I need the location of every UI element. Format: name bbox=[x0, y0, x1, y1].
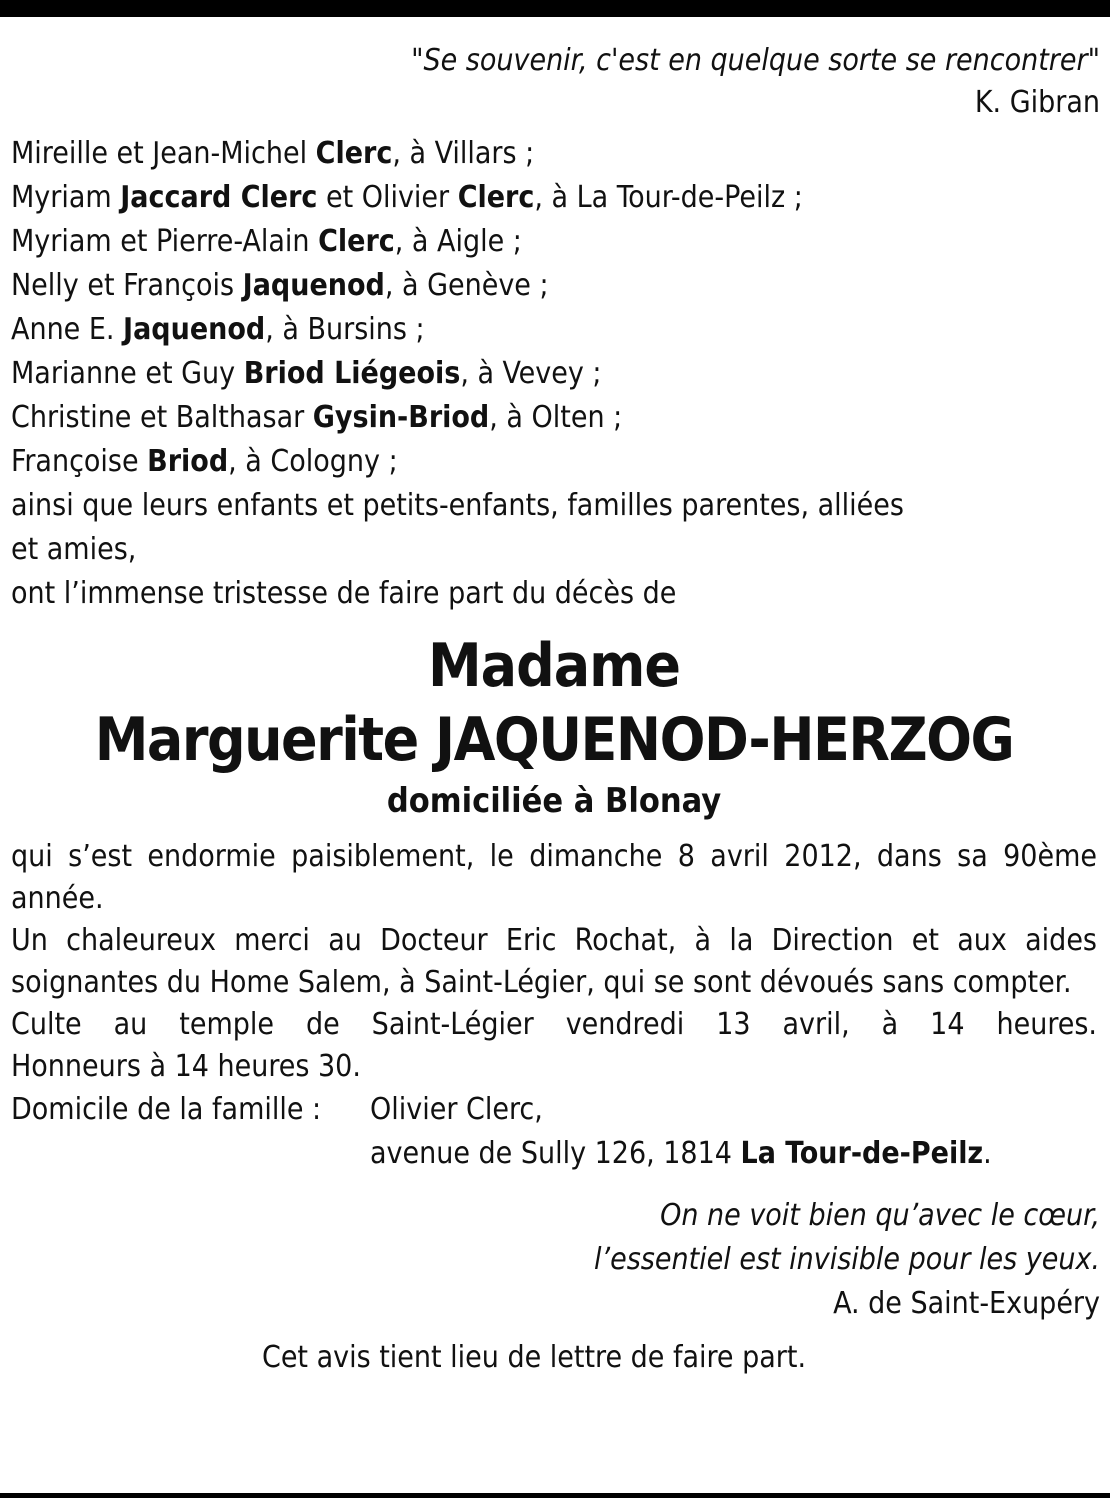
service-text: Culte au temple de Saint-Légier vendredi 13 avril, à 14 heures. bbox=[11, 1007, 1097, 1042]
address-label: Domicile de la famille : bbox=[11, 1092, 322, 1127]
deceased-name: Marguerite JAQUENOD-HERZOG bbox=[94, 705, 1014, 775]
honours-text: Honneurs à 14 heures 30. bbox=[11, 1049, 361, 1084]
family-line: Myriam et Pierre-Alain Clerc, à Aigle ; bbox=[11, 224, 522, 259]
deceased-title: Madame bbox=[427, 631, 681, 701]
family-surname: Jaquenod bbox=[123, 312, 266, 347]
family-surname: Clerc bbox=[318, 224, 395, 259]
top-rule bbox=[0, 0, 1110, 17]
closing-quote bbox=[11, 1194, 1100, 1326]
family-address bbox=[11, 1088, 1097, 1176]
family-line: Françoise Briod, à Cologny ; bbox=[11, 444, 398, 479]
closing-quote-author: A. de Saint-Exupéry bbox=[833, 1286, 1100, 1321]
notice-details bbox=[11, 836, 1097, 1176]
family-surname: Jaquenod bbox=[242, 268, 385, 303]
address-name: Olivier Clerc, bbox=[370, 1092, 543, 1127]
family-surname: Clerc bbox=[315, 136, 393, 171]
deceased-domicile: domiciliée à Blonay bbox=[386, 781, 722, 821]
address-street-line: avenue de Sully 126, 1814 La Tour-de-Peilz. bbox=[370, 1136, 992, 1171]
family-extended: ainsi que leurs enfants et petits-enfants, familles parentes, alliées bbox=[11, 488, 904, 523]
family-surname: Briod bbox=[147, 444, 229, 479]
epigraph-author: K. Gibran bbox=[974, 85, 1100, 120]
family-line: Marianne et Guy Briod Liégeois, à Vevey ; bbox=[11, 356, 602, 391]
epigraph-quote: "Se souvenir, c'est en quelque sorte se rencontrer" bbox=[411, 43, 1100, 78]
family-line: Anne E. Jaquenod, à Bursins ; bbox=[11, 312, 425, 347]
family-line: Nelly et François Jaquenod, à Genève ; bbox=[11, 268, 549, 303]
passing-text: qui s’est endormie paisiblement, le dimanche 8 avril 2012, dans sa 90ème année. bbox=[11, 839, 1097, 916]
family-list bbox=[11, 132, 1097, 616]
family-line: Mireille et Jean-Michel Clerc, à Villars ; bbox=[11, 136, 535, 171]
announcement: ont l’immense tristesse de faire part du décès de bbox=[11, 576, 677, 611]
family-line: Christine et Balthasar Gysin-Briod, à Olten ; bbox=[11, 400, 623, 435]
family-line: Myriam Jaccard Clerc et Olivier Clerc, à La Tour-de-Peilz ; bbox=[11, 180, 803, 215]
family-surname: Clerc bbox=[457, 180, 535, 215]
family-surname: Jaccard Clerc bbox=[120, 180, 318, 215]
deceased-heading bbox=[11, 631, 1097, 821]
bottom-rule bbox=[0, 1493, 1110, 1498]
address-street: avenue de Sully 126, 1814 bbox=[370, 1136, 741, 1171]
closing-quote-line: On ne voit bien qu’avec le cœur, bbox=[660, 1198, 1100, 1233]
family-extended: et amies, bbox=[11, 532, 137, 567]
closing-notice: Cet avis tient lieu de lettre de faire part. bbox=[261, 1340, 807, 1375]
address-city: La Tour-de-Peilz bbox=[740, 1136, 984, 1171]
obituary-notice bbox=[11, 40, 1100, 1380]
closing-quote-line: l’essentiel est invisible pour les yeux. bbox=[594, 1242, 1100, 1277]
family-surname: Gysin-Briod bbox=[312, 400, 490, 435]
family-surname: Briod Liégeois bbox=[243, 356, 461, 391]
thanks-text: Un chaleureux merci au Docteur Eric Rochat, à la Direction et aux aides soignantes du Home Salem, à Saint-Légier, qui se sont dévoués sans compter. bbox=[11, 923, 1097, 1000]
